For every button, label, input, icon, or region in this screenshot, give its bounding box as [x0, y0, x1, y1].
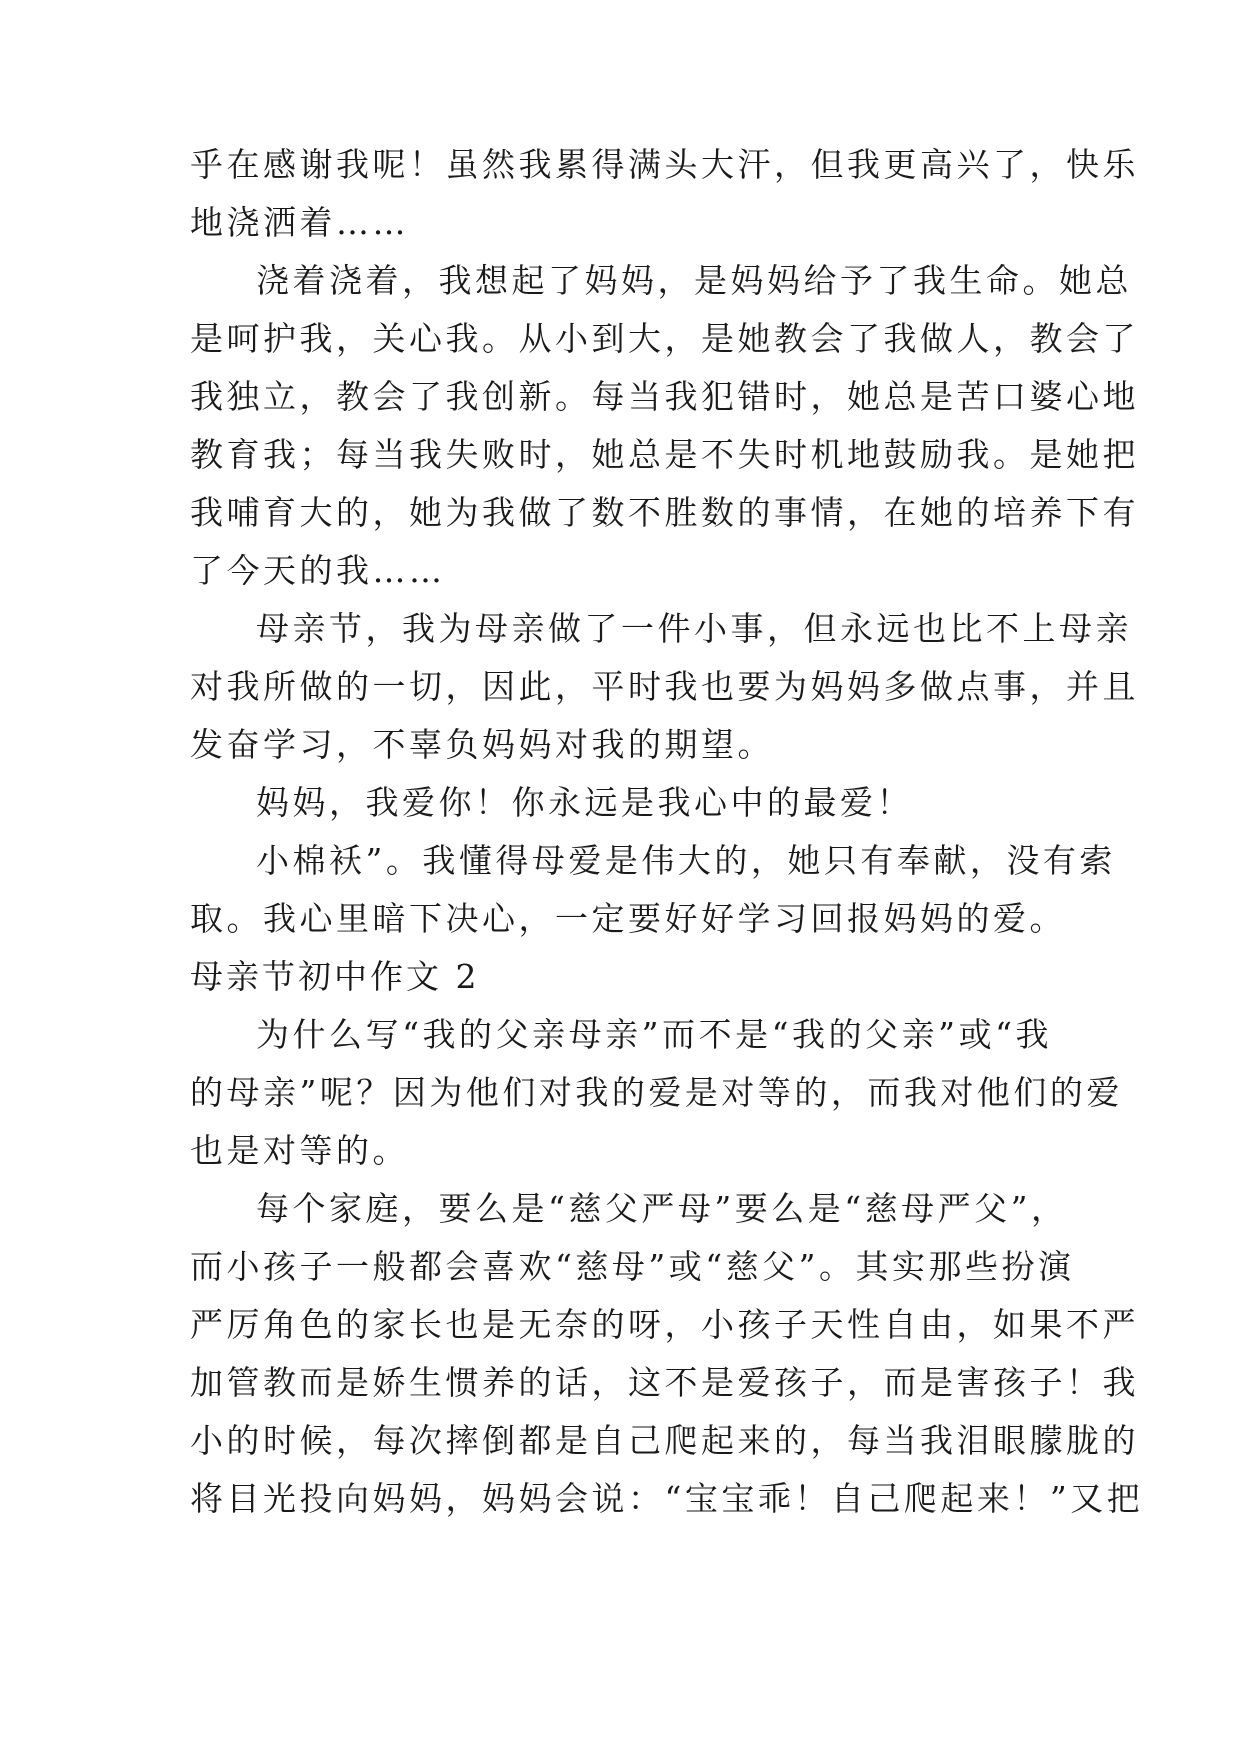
- document-body: [190, 136, 1144, 1528]
- paragraph: [190, 600, 1139, 774]
- heading-text: 母亲节初中作文 2: [190, 957, 480, 996]
- text-line: 为什么写“我的父亲母亲”而不是“我的父亲”或“我: [256, 1015, 1052, 1054]
- text-line: 严厉角色的家长也是无奈的呀，小孩子天性自由，如果不严: [190, 1305, 1139, 1344]
- text-line: 对我所做的一切，因此，平时我也要为妈妈多做点事，并且: [190, 667, 1139, 706]
- text-line: 取。我心里暗下决心，一定要好好学习回报妈妈的爱。: [190, 899, 1066, 938]
- text-line: 也是对等的。: [190, 1131, 409, 1170]
- text-line: 加管教而是娇生惯养的话，这不是爱孩子，而是害孩子！我: [190, 1363, 1139, 1402]
- text-line: 我哺育大的，她为我做了数不胜数的事情，在她的培养下有: [190, 493, 1139, 532]
- text-line: 是呵护我，关心我。从小到大，是她教会了我做人，教会了: [190, 319, 1139, 358]
- text-line: 乎在感谢我呢！虽然我累得满头大汗，但我更高兴了，快乐: [190, 145, 1139, 184]
- text-line: 母亲节，我为母亲做了一件小事，但永远也比不上母亲: [256, 609, 1132, 648]
- text-line: 教育我；每当我失败时，她总是不失时机地鼓励我。是她把: [190, 435, 1139, 474]
- paragraph: [190, 774, 1052, 832]
- paragraph: [190, 136, 1139, 252]
- paragraph: [190, 1180, 1144, 1528]
- text-line: 而小孩子一般都会喜欢“慈母”或“慈父”。其实那些扮演: [190, 1247, 1075, 1286]
- text-line: 了今天的我……: [190, 551, 446, 590]
- text-line: 小的时候，每次摔倒都是自己爬起来的，每当我泪眼朦胧的: [190, 1421, 1139, 1460]
- text-line: 浇着浇着，我想起了妈妈，是妈妈给予了我生命。她总: [256, 261, 1132, 300]
- text-line: 地浇洒着……: [190, 203, 409, 242]
- section-heading: [190, 948, 1052, 1006]
- paragraph: [190, 1006, 1123, 1180]
- paragraph: [190, 252, 1139, 600]
- text-line: 发奋学习，不辜负妈妈对我的期望。: [190, 725, 774, 764]
- text-line: 小棉袄”。我懂得母爱是伟大的，她只有奉献，没有索: [256, 841, 1116, 880]
- text-line: 每个家庭，要么是“慈父严母”要么是“慈母严父”，: [256, 1189, 1068, 1228]
- text-line: 将目光投向妈妈，妈妈会说：“宝宝乖！自己爬起来！”又把: [190, 1479, 1144, 1518]
- text-line: 的母亲”呢？因为他们对我的爱是对等的，而我对他们的爱: [190, 1073, 1123, 1112]
- text-line: 妈妈，我爱你！你永远是我心中的最爱！: [256, 783, 913, 822]
- text-line: 我独立，教会了我创新。每当我犯错时，她总是苦口婆心地: [190, 377, 1139, 416]
- paragraph: [190, 832, 1116, 948]
